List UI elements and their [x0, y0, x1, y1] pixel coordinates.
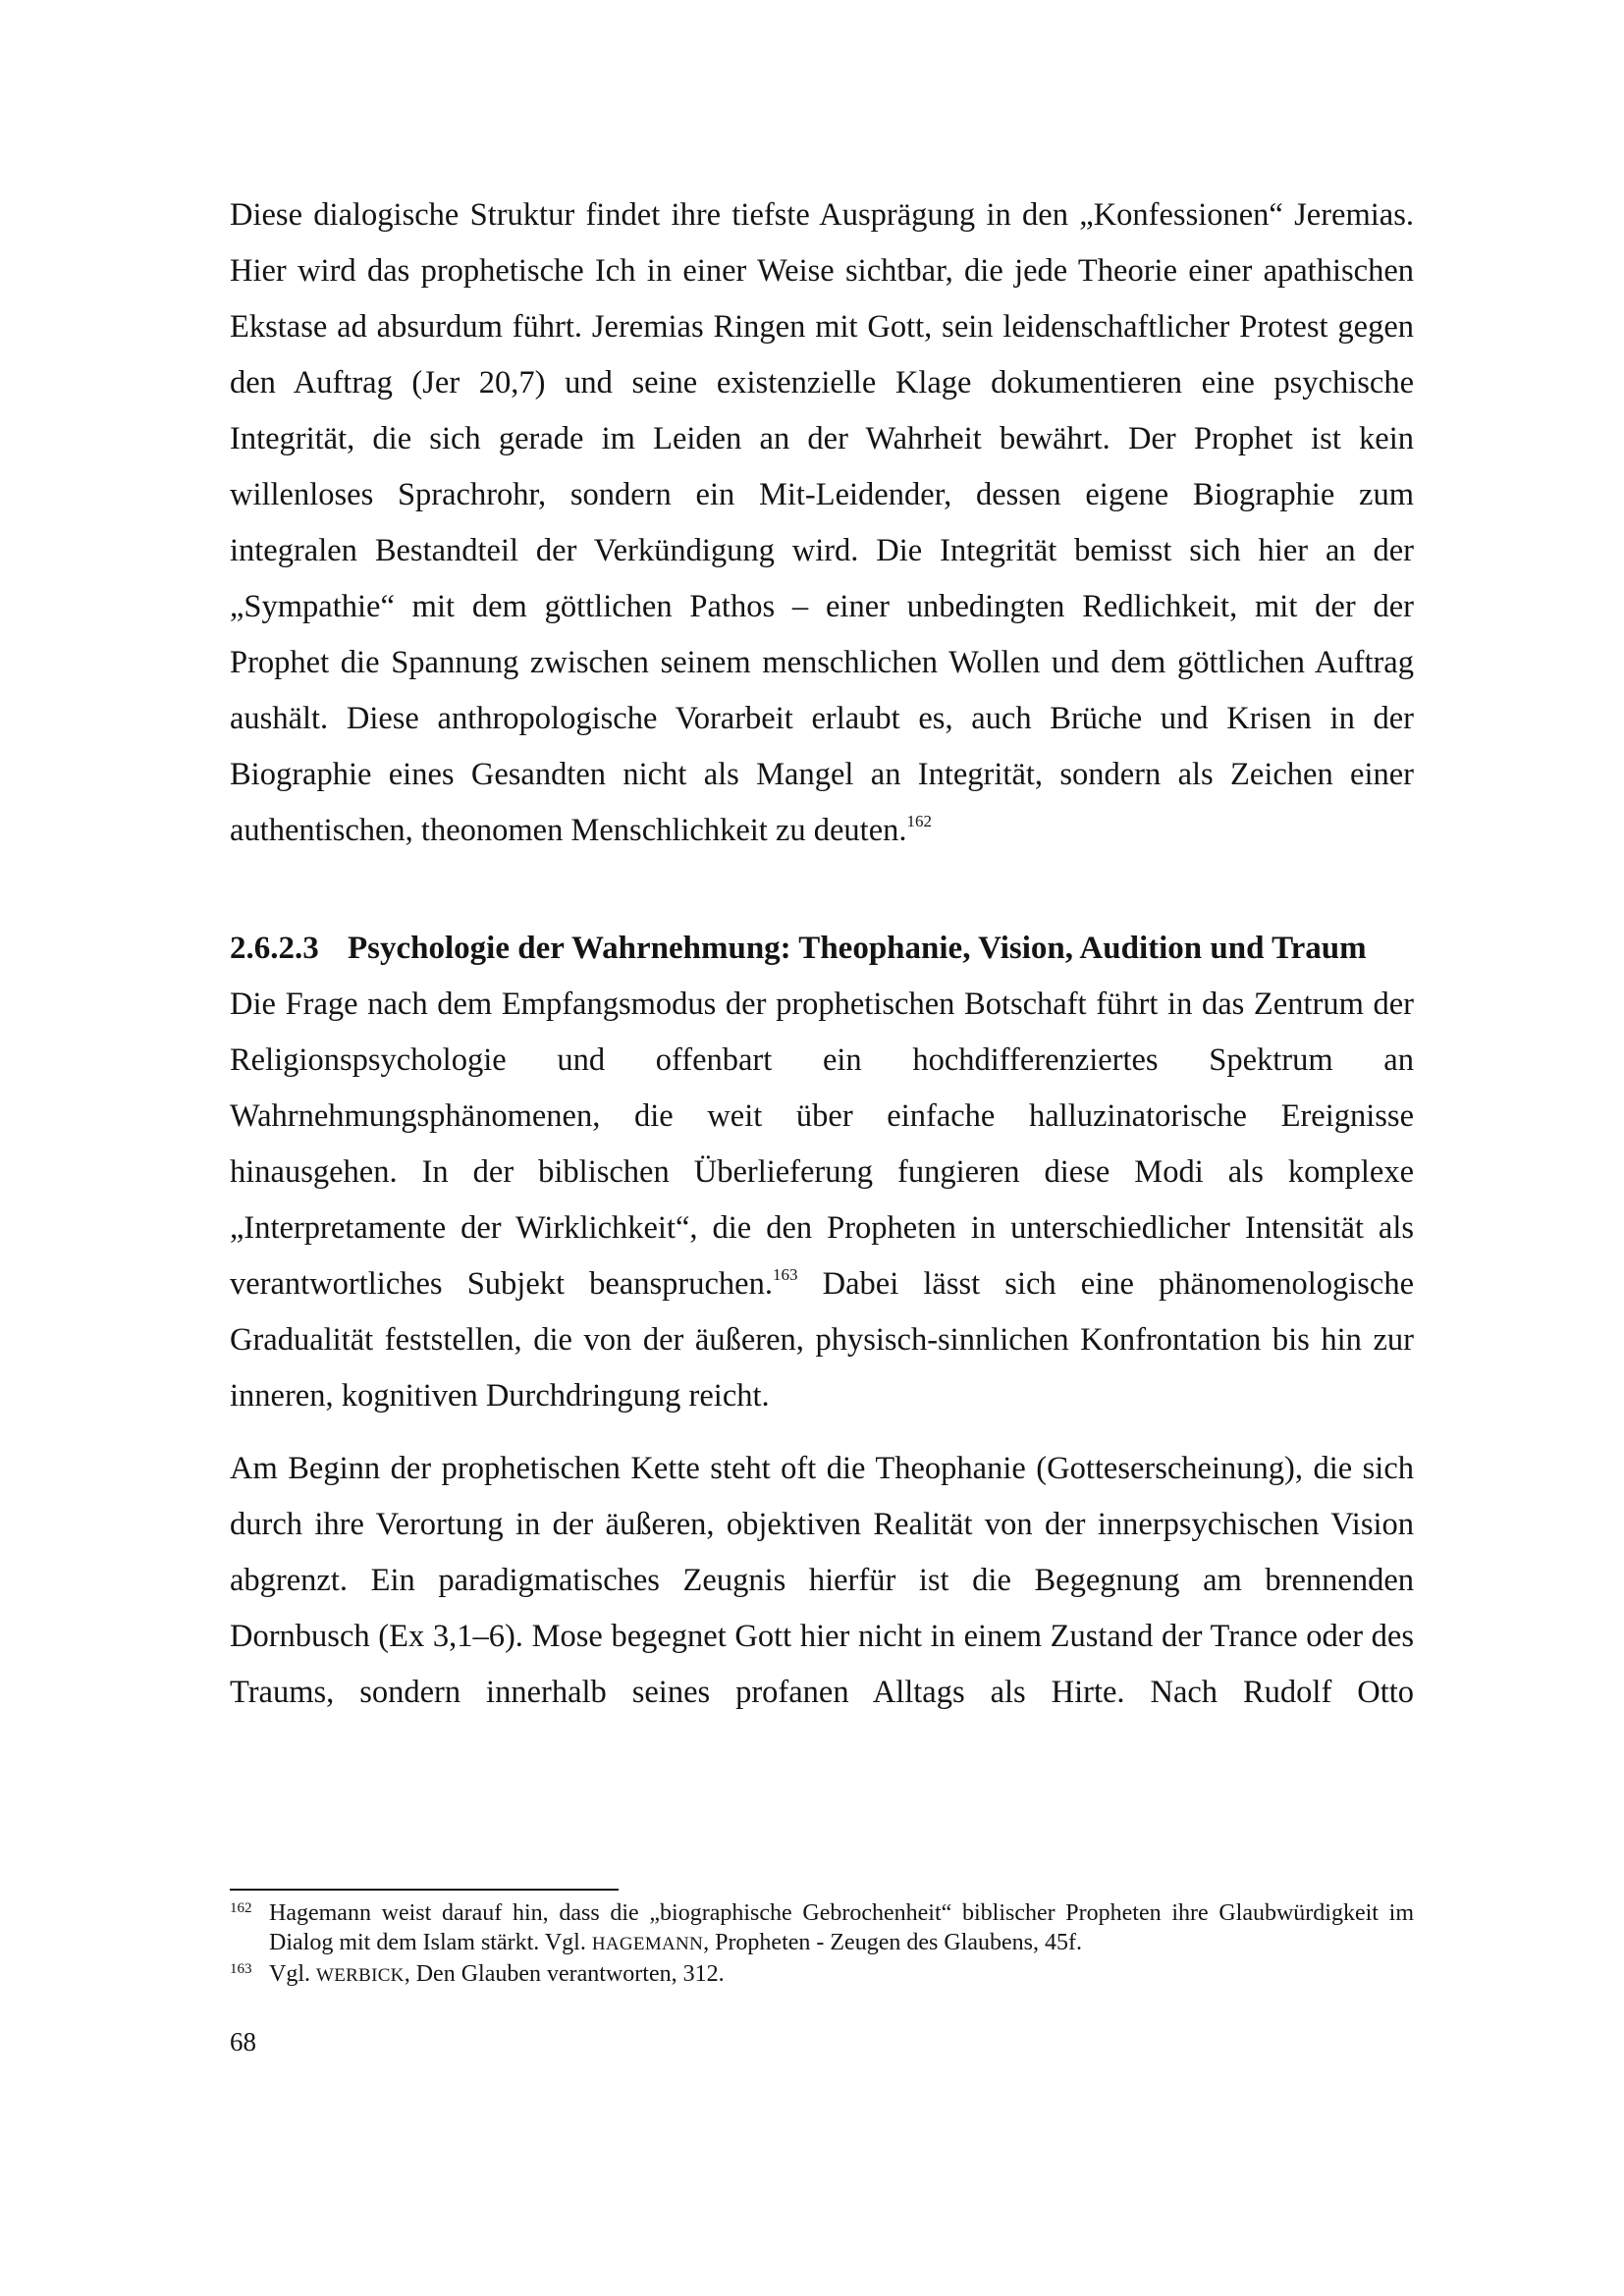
footnote-reference[interactable]: 162 — [906, 812, 933, 830]
footnote-author: HAGEMANN — [591, 1934, 704, 1954]
footnote-text: Vgl. — [269, 1961, 316, 1987]
footnote-text: , Propheten - Zeugen des Glaubens, 45f. — [703, 1930, 1082, 1955]
section-number: 2.6.2.3 — [230, 931, 319, 966]
page-number: 68 — [230, 2027, 256, 2056]
body-paragraph — [230, 977, 1414, 1424]
body-paragraph — [230, 1441, 1414, 1721]
footnotes — [230, 1898, 1414, 1991]
paragraph-text: Diese dialogische Struktur findet ihre tiefste Ausprägung in den „Konfessionen“ Jeremias. Hier wird das prophetische Ich in einer Weise sichtbar, die jede Theorie einer apathischen Ekstase ad absurdum führt. Jeremias Ringen mit Gott, sein leidenschaftlicher Protest gegen den Auftrag (Jer 20,7) und seine existenzielle Klage dokumentieren eine psychische Integrität, die sich gerade im Leiden an der Wahrheit bewährt. Der Prophet ist kein willenloses Sprachrohr, sondern ein Mit-Leidender, dessen eigene Biographie zum integralen Bestandteil der Verkündigung wird. Die Integrität bemisst sich hier an der „Sympathie“ mit dem göttlichen Pathos – einer unbedingten Redlichkeit, mit der der Prophet die Spannung zwischen seinem menschlichen Wollen und dem göttlichen Auftrag aushält. Diese anthropologische Vorarbeit erlaubt es, auch Brüche und Krisen in der Biographie eines Gesandten nicht als Mangel an Integrität, sondern als Zeichen einer authentischen, theonomen Menschlichkeit zu deuten. — [230, 197, 1414, 848]
footnote-text: , Den Glauben verantworten, 312. — [404, 1961, 725, 1987]
footnote-number: 162 — [230, 1900, 252, 1916]
footnote-number: 163 — [230, 1961, 252, 1977]
main-text — [230, 187, 1414, 1721]
body-paragraph — [230, 187, 1414, 859]
footnote-reference[interactable]: 163 — [772, 1265, 798, 1284]
section-heading — [230, 921, 1414, 977]
footnote-text: Hagemann weist darauf hin, dass die „biographische Gebrochenheit“ biblischer Propheten ihre Glaubwürdigkeit im Dialog mit dem Islam stärkt. Vgl. — [269, 1900, 1414, 1955]
section-title: Psychologie der Wahrnehmung: Theophanie, Vision, Audition und Traum — [348, 931, 1367, 966]
paragraph-text: Am Beginn der prophetischen Kette steht oft die Theophanie (Gotteserscheinung), die sich durch ihre Verortung in der äußeren, objektiven Realität von der innerpsychischen Vision abgrenzt. Ein paradigmatisches Zeugnis hierfür ist die Begegnung am brennenden Dornbusch (Ex 3,1–6). Mose begegnet Gott hier nicht in einem Zustand der Trance oder des Traums, sondern innerhalb seines profanen Alltags als Hirte. Nach Rudolf Otto — [230, 1451, 1414, 1710]
footnote — [230, 1898, 1414, 1959]
footnote — [230, 1959, 1414, 1991]
footnote-separator — [230, 1889, 619, 1891]
paragraph-text: Dabei lässt sich eine phänomenologische Gradualität feststellen, die von der äußeren, physisch-sinnlichen Konfrontation bis hin zur inneren, kognitiven Durchdringung reicht. — [230, 1266, 1414, 1414]
paragraph-text: Die Frage nach dem Empfangsmodus der prophetischen Botschaft führt in das Zentrum der Religionspsychologie und offenbart ein hochdifferenziertes Spektrum an Wahrnehmungsphänomenen, die weit über einfache halluzinatorische Ereignisse hinausgehen. In der biblischen Überlieferung fungieren diese Modi als komplexe „Interpretamente der Wirklichkeit“, die den Propheten in unterschiedlicher Intensität als verantwortliches Subjekt beanspruchen. — [230, 987, 1414, 1302]
footnote-author: WERBICK — [316, 1965, 405, 1986]
